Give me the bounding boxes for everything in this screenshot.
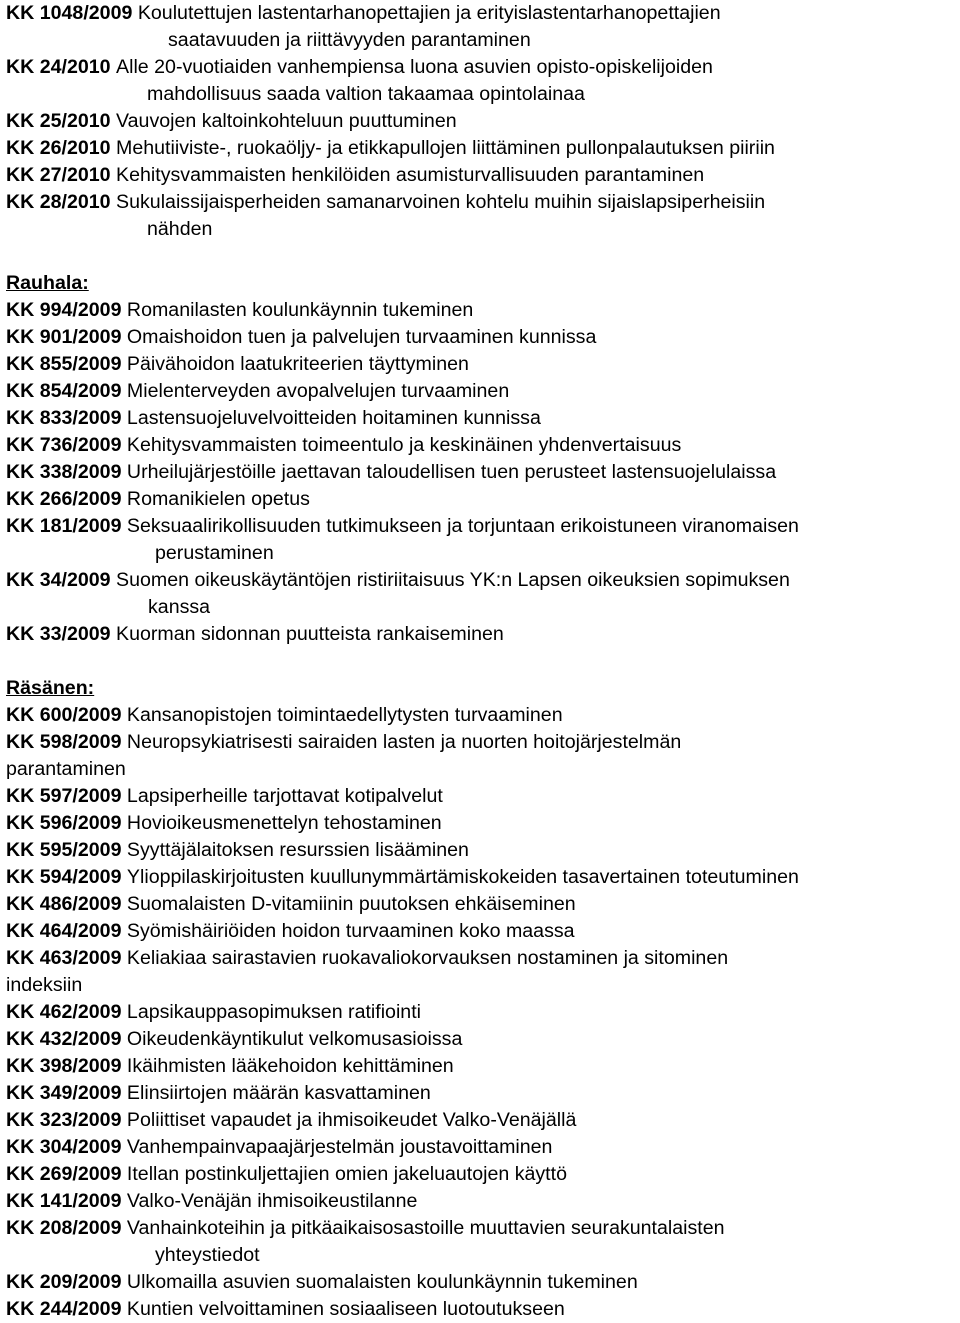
question-title-continuation: parantaminen (6, 758, 126, 780)
question-title: Kehitysvammaisten toimeentulo ja keskinäinen yhdenvertaisuus (126, 434, 682, 456)
list-item (6, 702, 960, 729)
list-item (6, 432, 960, 459)
list-item (6, 1161, 960, 1188)
list-item (6, 837, 960, 864)
question-code: KK 994/2009 (6, 299, 122, 321)
question-code: KK 833/2009 (6, 407, 122, 429)
question-code: KK 323/2009 (6, 1109, 122, 1131)
question-code: KK 349/2009 (6, 1082, 122, 1104)
question-title: Ikäihmisten lääkehoidon kehittäminen (126, 1055, 454, 1077)
question-title: Itellan postinkuljettajien omien jakeluautojen käyttö (126, 1163, 567, 1185)
question-code: KK 597/2009 (6, 785, 122, 807)
question-title: Omaishoidon tuen ja palvelujen turvaaminen kunnissa (126, 326, 597, 348)
list-item (6, 864, 960, 891)
list-item (6, 54, 960, 108)
question-code: KK 462/2009 (6, 1001, 122, 1023)
question-title: Mehutiiviste-, ruokaöljy- ja etikkapullojen liittäminen pullonpalautuksen piiriin (116, 137, 775, 159)
section-heading: Rauhala: (6, 272, 89, 294)
list-item (6, 324, 960, 351)
list-item (6, 459, 960, 486)
list-item (6, 999, 960, 1026)
list-item (6, 945, 960, 999)
question-title: Suomen oikeuskäytäntöjen ristiriitaisuus YK:n Lapsen oikeuksien sopimuksen (116, 569, 790, 591)
section (6, 648, 960, 1323)
question-title-continuation: yhteystiedot (155, 1244, 260, 1266)
section (6, 243, 960, 648)
list-item (6, 351, 960, 378)
question-code: KK 181/2009 (6, 515, 122, 537)
question-code: KK 464/2009 (6, 920, 122, 942)
question-code: KK 304/2009 (6, 1136, 122, 1158)
question-title: Lapsikauppasopimuksen ratifiointi (126, 1001, 422, 1023)
list-item (6, 1188, 960, 1215)
list-item (6, 810, 960, 837)
question-title: Hovioikeusmenettelyn tehostaminen (126, 812, 442, 834)
question-code: KK 855/2009 (6, 353, 122, 375)
question-title: Mielenterveyden avopalvelujen turvaaminen (126, 380, 510, 402)
question-title-continuation: mahdollisuus saada valtion takaamaa opintolainaa (147, 83, 585, 105)
question-title: Poliittiset vapaudet ja ihmisoikeudet Valko-Venäjällä (126, 1109, 577, 1131)
question-title: Päivähoidon laatukriteerien täyttyminen (126, 353, 469, 375)
list-item (6, 567, 960, 621)
question-code: KK 596/2009 (6, 812, 122, 834)
section-spacer (6, 243, 960, 270)
section-spacer (6, 648, 960, 675)
section-heading: Räsänen: (6, 677, 95, 699)
question-title: Valko-Venäjän ihmisoikeustilanne (126, 1190, 418, 1212)
question-code: KK 901/2009 (6, 326, 122, 348)
question-code: KK 33/2009 (6, 623, 111, 645)
list-item (6, 1053, 960, 1080)
question-code: KK 736/2009 (6, 434, 122, 456)
list-item (6, 135, 960, 162)
question-title-continuation: nähden (147, 218, 213, 240)
question-title: Kehitysvammaisten henkilöiden asumisturvallisuuden parantaminen (116, 164, 705, 186)
question-code: KK 598/2009 (6, 731, 122, 753)
question-code: KK 209/2009 (6, 1271, 122, 1293)
question-title: Oikeudenkäyntikulut velkomusasioissa (126, 1028, 463, 1050)
list-item (6, 1080, 960, 1107)
question-title: Elinsiirtojen määrän kasvattaminen (126, 1082, 431, 1104)
question-code: KK 24/2010 (6, 56, 111, 78)
question-title: Seksuaalirikollisuuden tutkimukseen ja torjuntaan erikoistuneen viranomaisen (126, 515, 799, 537)
list-item (6, 621, 960, 648)
question-title: Syyttäjälaitoksen resurssien lisääminen (126, 839, 469, 861)
section (6, 0, 960, 243)
list-item (6, 891, 960, 918)
question-code: KK 595/2009 (6, 839, 122, 861)
list-item (6, 486, 960, 513)
list-item (6, 378, 960, 405)
question-code: KK 141/2009 (6, 1190, 122, 1212)
list-item (6, 0, 960, 54)
list-item (6, 162, 960, 189)
list-item (6, 405, 960, 432)
list-item (6, 513, 960, 567)
question-code: KK 269/2009 (6, 1163, 122, 1185)
list-item (6, 1134, 960, 1161)
list-item (6, 783, 960, 810)
question-code: KK 600/2009 (6, 704, 122, 726)
question-title: Lapsiperheille tarjottavat kotipalvelut (126, 785, 443, 807)
question-title: Romanilasten koulunkäynnin tukeminen (126, 299, 474, 321)
question-code: KK 28/2010 (6, 191, 111, 213)
question-title: Ulkomailla asuvien suomalaisten koulunkäynnin tukeminen (126, 1271, 638, 1293)
list-item (6, 1215, 960, 1269)
question-title-continuation: indeksiin (6, 974, 83, 996)
question-code: KK 25/2010 (6, 110, 111, 132)
list-item (6, 1269, 960, 1296)
list-item (6, 1026, 960, 1053)
question-title: Neuropsykiatrisesti sairaiden lasten ja nuorten hoitojärjestelmän (126, 731, 682, 753)
question-title: Suomalaisten D-vitamiinin puutoksen ehkäiseminen (126, 893, 576, 915)
question-code: KK 463/2009 (6, 947, 122, 969)
question-title: Syömishäiriöiden hoidon turvaaminen koko maassa (126, 920, 575, 942)
question-title: Sukulaissijaisperheiden samanarvoinen kohtelu muihin sijaislapsiperheisiin (116, 191, 766, 213)
list-item (6, 1107, 960, 1134)
question-title: Keliakiaa sairastavien ruokavaliokorvauksen nostaminen ja sitominen (126, 947, 729, 969)
question-title: Vanhempainvapaajärjestelmän joustavoittaminen (126, 1136, 553, 1158)
list-item (6, 1296, 960, 1323)
question-title: Ylioppilaskirjoitusten kuullunymmärtämiskokeiden tasavertainen toteutuminen (126, 866, 799, 888)
question-title: Alle 20-vuotiaiden vanhempiensa luona asuvien opisto-opiskelijoiden (116, 56, 713, 78)
question-code: KK 244/2009 (6, 1298, 122, 1320)
question-code: KK 34/2009 (6, 569, 111, 591)
question-code: KK 486/2009 (6, 893, 122, 915)
question-code: KK 594/2009 (6, 866, 122, 888)
question-title: Urheilujärjestöille jaettavan taloudellisen tuen perusteet lastensuojelulaissa (126, 461, 777, 483)
list-item (6, 918, 960, 945)
list-item (6, 297, 960, 324)
list-item (6, 189, 960, 243)
question-title: Romanikielen opetus (126, 488, 310, 510)
list-item (6, 729, 960, 783)
question-code: KK 398/2009 (6, 1055, 122, 1077)
question-title-continuation: saatavuuden ja riittävyyden parantaminen (168, 29, 531, 51)
question-code: KK 1048/2009 (6, 2, 133, 24)
list-item (6, 108, 960, 135)
question-title-continuation: perustaminen (155, 542, 274, 564)
question-title: Koulutettujen lastentarhanopettajien ja erityislastentarhanopettajien (137, 2, 721, 24)
question-code: KK 27/2010 (6, 164, 111, 186)
question-code: KK 338/2009 (6, 461, 122, 483)
question-title-continuation: kanssa (148, 596, 211, 618)
question-title: Lastensuojeluvelvoitteiden hoitaminen kunnissa (126, 407, 541, 429)
question-code: KK 26/2010 (6, 137, 111, 159)
question-title: Vanhainkoteihin ja pitkäaikaisosastoille muuttavien seurakuntalaisten (126, 1217, 725, 1239)
question-code: KK 266/2009 (6, 488, 122, 510)
question-code: KK 432/2009 (6, 1028, 122, 1050)
question-title: Vauvojen kaltoinkohteluun puuttuminen (116, 110, 457, 132)
question-title: Kuntien velvoittaminen sosiaaliseen luotoutukseen (126, 1298, 565, 1320)
question-code: KK 854/2009 (6, 380, 122, 402)
question-title: Kuorman sidonnan puutteista rankaiseminen (116, 623, 504, 645)
question-code: KK 208/2009 (6, 1217, 122, 1239)
question-title: Kansanopistojen toimintaedellytysten turvaaminen (126, 704, 563, 726)
